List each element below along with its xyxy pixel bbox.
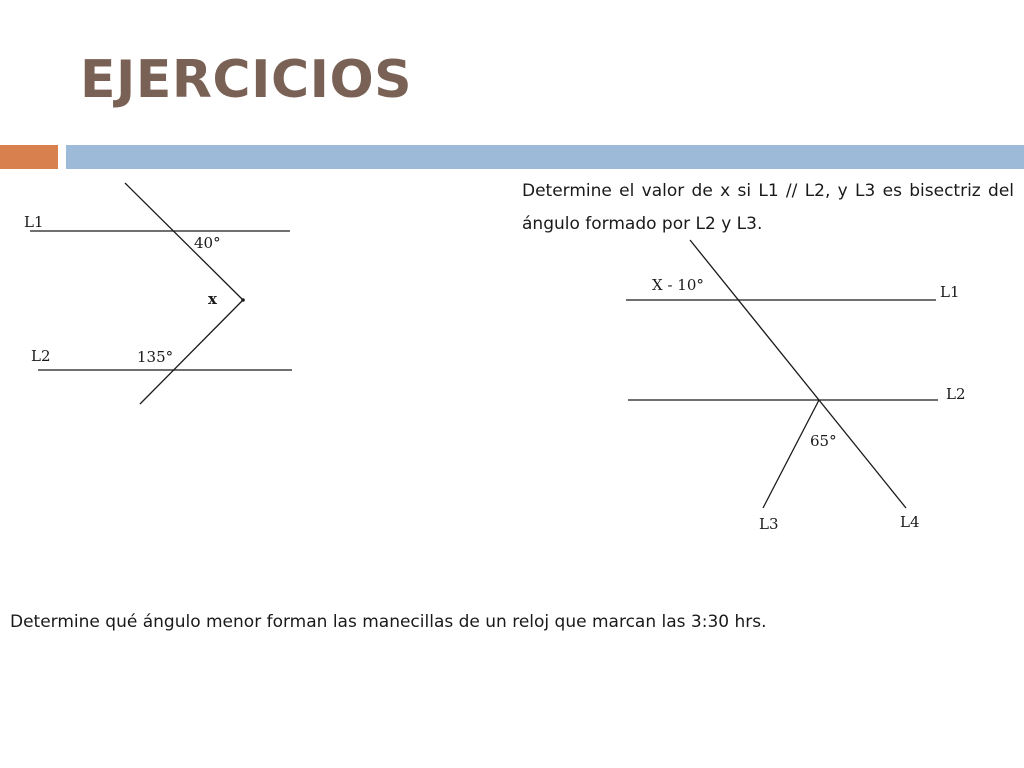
transversal-upper <box>125 183 243 300</box>
label-l1: L1 <box>940 283 960 301</box>
label-angle-40: 40° <box>194 234 221 252</box>
accent-bar-orange <box>0 145 58 169</box>
slide-title: EJERCICIOS <box>80 50 413 110</box>
problem2-diagram <box>600 235 980 540</box>
label-l1: L1 <box>24 213 44 231</box>
label-angle-x-minus-10: X - 10° <box>652 276 704 294</box>
problem3-statement: Determine qué ángulo menor forman las manecillas de un reloj que marcan las 3:30 hrs. <box>10 612 767 632</box>
label-angle-135: 135° <box>137 348 174 366</box>
label-l3: L3 <box>759 515 779 533</box>
vertex-point <box>241 298 245 302</box>
problem1-diagram <box>0 170 320 420</box>
label-angle-x: x <box>208 290 217 308</box>
accent-bar-blue <box>66 145 1024 169</box>
line-l4 <box>690 240 906 508</box>
label-l2: L2 <box>946 385 966 403</box>
label-angle-65: 65° <box>810 432 837 450</box>
label-l2: L2 <box>31 347 51 365</box>
problem2-statement: Determine el valor de x si L1 // L2, y L3 es bisectriz del ángulo formado por L2 y L3. <box>522 181 1014 234</box>
label-l4: L4 <box>900 513 920 531</box>
line-l3 <box>763 400 819 508</box>
